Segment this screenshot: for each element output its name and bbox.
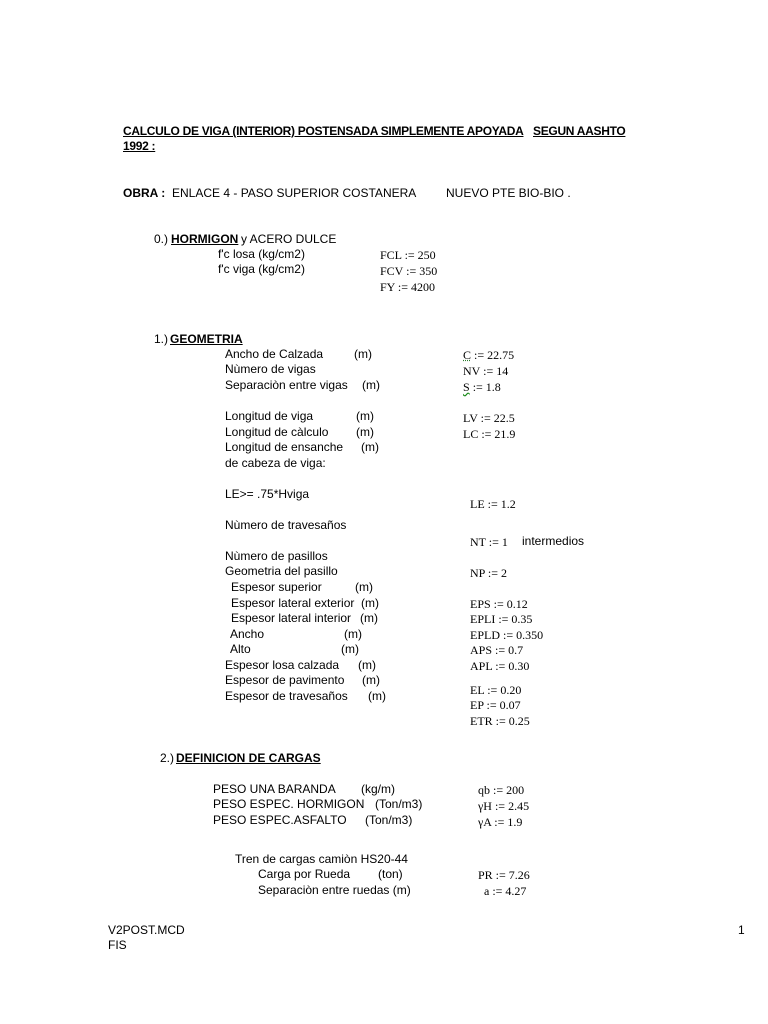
gamma-a-formula[interactable]: γA := 1.9 <box>478 815 523 829</box>
section-1-heading: GEOMETRIA <box>170 332 243 346</box>
cabeza-label: de cabeza de viga: <box>225 456 326 470</box>
asfalto-unit: (Ton/m3) <box>365 813 413 827</box>
nv-formula[interactable]: NV := 14 <box>463 364 509 378</box>
eps-formula[interactable]: EPS := 0.12 <box>470 597 528 611</box>
c-variable: C <box>463 348 472 362</box>
document-title: CALCULO DE VIGA (INTERIOR) POSTENSADA SIMPLEMENTE APOYADA <box>123 124 524 138</box>
esp-losa-unit: (m) <box>358 658 376 672</box>
c-formula[interactable] <box>463 348 514 362</box>
fc-losa-label: f'c losa (kg/cm2) <box>218 247 305 261</box>
sep-vigas-label: Separaciòn entre vigas <box>225 378 348 392</box>
ancho-label: Ancho <box>230 627 265 641</box>
esp-trav-label: Espesor de travesaños <box>225 689 348 703</box>
hormigon-label: PESO ESPEC. HORMIGON <box>213 797 365 811</box>
document-title-standard: SEGUN AASHTO <box>533 124 626 138</box>
obra-value: ENLACE 4 - PASO SUPERIOR COSTANERA <box>172 186 417 200</box>
esp-trav-unit: (m) <box>368 689 386 703</box>
apl-formula[interactable]: APL := 0.30 <box>470 659 530 673</box>
np-formula[interactable]: NP := 2 <box>470 566 507 580</box>
hormigon-unit: (Ton/m3) <box>375 797 423 811</box>
c-expression: := 22.75 <box>471 348 515 362</box>
num-vigas-label: Nùmero de vigas <box>225 362 316 376</box>
footer-filename: V2POST.MCD <box>108 923 185 937</box>
epld-formula[interactable]: EPLD := 0.350 <box>470 628 544 642</box>
alto-unit: (m) <box>341 642 359 656</box>
s-expression: := 1.8 <box>469 380 501 394</box>
a-formula[interactable]: a := 4.27 <box>484 884 527 898</box>
long-ens-unit: (m) <box>361 440 379 454</box>
travesanos-label: Nùmero de travesaños <box>225 518 347 532</box>
qb-formula[interactable]: qb := 200 <box>478 783 525 797</box>
asfalto-label: PESO ESPEC.ASFALTO <box>213 813 347 827</box>
geom-pasillo-label: Geometria del pasillo <box>225 564 338 578</box>
s-formula[interactable] <box>463 380 501 394</box>
le-formula[interactable]: LE := 1.2 <box>470 497 516 511</box>
esp-lat-int-label: Espesor lateral interior <box>231 611 352 625</box>
obra-label: OBRA : <box>123 186 166 200</box>
section-2-heading: DEFINICION DE CARGAS <box>176 751 321 765</box>
section-2-number: 2.) <box>160 751 175 765</box>
long-ens-label: Longitud de ensanche <box>225 440 344 454</box>
fc-viga-label: f'c viga (kg/cm2) <box>218 262 305 276</box>
tren-label: Tren de cargas camiòn HS20-44 <box>235 852 408 866</box>
baranda-unit: (kg/m) <box>361 782 395 796</box>
obra-value-2: NUEVO PTE BIO-BIO . <box>446 186 571 200</box>
nt-formula[interactable]: NT := 1 <box>470 535 508 549</box>
sep-ruedas-label: Separaciòn entre ruedas (m) <box>258 883 411 897</box>
document-title-year: 1992 : <box>123 139 156 153</box>
pasillos-label: Nùmero de pasillos <box>225 549 328 563</box>
lc-formula[interactable]: LC := 21.9 <box>463 427 516 441</box>
le-rule-label: LE>= .75*Hviga <box>225 487 310 501</box>
rueda-label: Carga por Rueda <box>258 867 351 881</box>
esp-lat-ext-unit: (m) <box>361 596 379 610</box>
esp-pav-label: Espesor de pavimento <box>225 673 345 687</box>
fcv-formula[interactable]: FCV := 350 <box>380 264 438 278</box>
ancho-unit: (m) <box>344 627 362 641</box>
s-variable: S <box>463 380 470 394</box>
long-viga-unit: (m) <box>356 409 374 423</box>
section-0-number: 0.) <box>154 232 169 246</box>
long-calc-label: Longitud de càlculo <box>225 425 329 439</box>
gamma-h-formula[interactable]: γH := 2.45 <box>478 799 530 813</box>
esp-sup-unit: (m) <box>355 580 373 594</box>
ancho-calzada-unit: (m) <box>354 347 372 361</box>
esp-lat-ext-label: Espesor lateral exterior <box>231 596 355 610</box>
esp-pav-unit: (m) <box>362 673 380 687</box>
ancho-calzada-label: Ancho de Calzada <box>225 347 324 361</box>
esp-losa-label: Espesor losa calzada <box>225 658 340 672</box>
sep-vigas-unit: (m) <box>362 378 380 392</box>
aps-formula[interactable]: APS := 0.7 <box>470 643 524 657</box>
section-0-heading-rest: y ACERO DULCE <box>241 232 337 246</box>
fcl-formula[interactable]: FCL := 250 <box>380 248 436 262</box>
pr-formula[interactable]: PR := 7.26 <box>478 868 530 882</box>
lv-formula[interactable]: LV := 22.5 <box>463 411 515 425</box>
esp-lat-int-unit: (m) <box>360 611 378 625</box>
footer-author: FIS <box>108 938 127 952</box>
fy-formula[interactable]: FY := 4200 <box>380 280 435 294</box>
section-0-heading: HORMIGON <box>171 232 239 246</box>
section-1-number: 1.) <box>154 332 169 346</box>
long-calc-unit: (m) <box>356 425 374 439</box>
travesanos-note: intermedios <box>522 534 585 548</box>
page-number: 1 <box>738 923 745 937</box>
rueda-unit: (ton) <box>378 867 403 881</box>
el-formula[interactable]: EL := 0.20 <box>470 683 522 697</box>
long-viga-label: Longitud de viga <box>225 409 314 423</box>
alto-label: Alto <box>230 642 251 656</box>
baranda-label: PESO UNA BARANDA <box>213 782 336 796</box>
ep-formula[interactable]: EP := 0.07 <box>470 698 521 712</box>
etr-formula[interactable]: ETR := 0.25 <box>470 714 530 728</box>
esp-sup-label: Espesor superior <box>231 580 322 594</box>
epli-formula[interactable]: EPLI := 0.35 <box>470 612 533 626</box>
